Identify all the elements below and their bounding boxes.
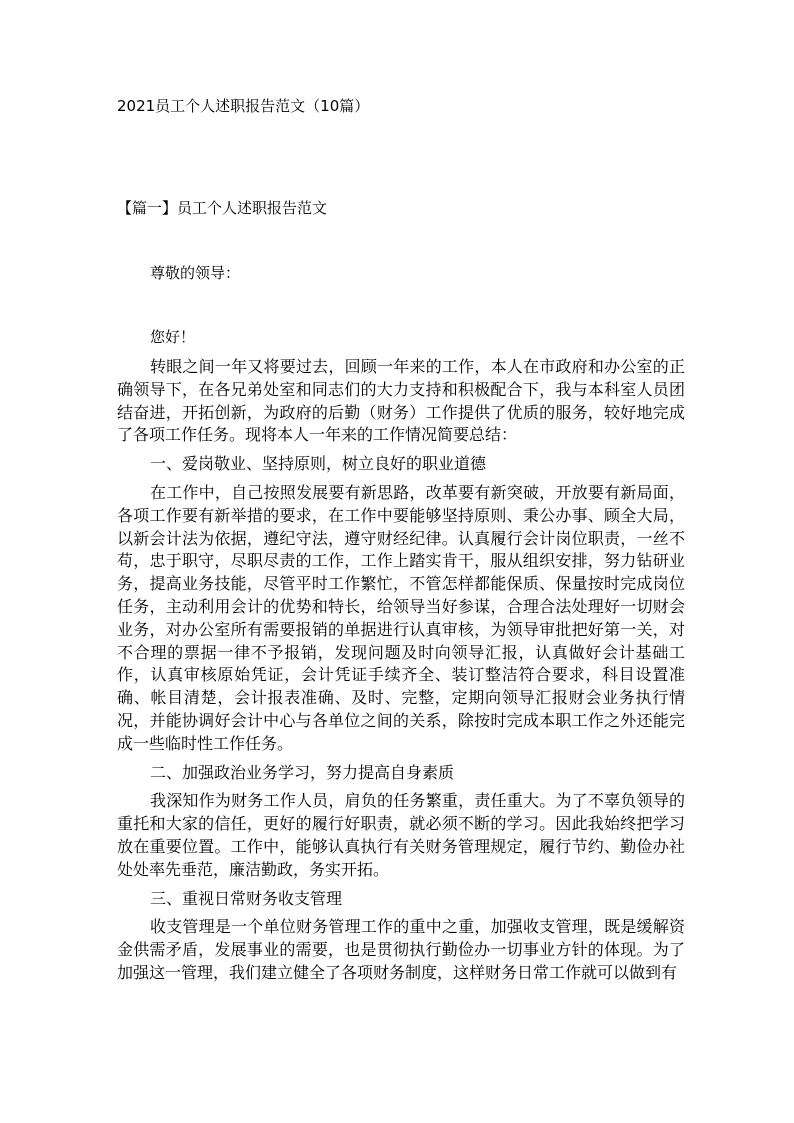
greeting: 您好！	[150, 328, 196, 346]
paragraph-2: 我深知作为财务工作人员，肩负的任务繁重，责任重大。为了不辜负领导的重托和大家的信任，更好的履行好职责，就必须不断的学习。因此我始终把学习放在重要位置。工作中，能够认真执行有关财务管理规定，履行节约、勤俭办社处处率先垂范，廉洁勤政，务实开拓。	[117, 791, 685, 879]
paragraph-intro: 转眼之间一年又将要过去，回顾一年来的工作，本人在市政府和办公室的正确领导下，在各兄弟处室和同志们的大力支持和积极配合下，我与本科室人员团结奋进，开拓创新，为政府的后勤（财务）工作提供了优质的服务，较好地完成了各项工作任务。现将本人一年来的工作情况简要总结：	[117, 357, 685, 445]
heading-3: 三、重视日常财务收支管理	[150, 888, 343, 908]
document-body	[117, 356, 685, 985]
paragraph-1: 在工作中，自己按照发展要有新思路，改革要有新突破，开放要有新局面，各项工作要有新举措的要求，在工作中要能够坚持原则、秉公办事、顾全大局，以新会计法为依据，遵纪守法，遵守财经纪律。认真履行会计岗位职责，一丝不苟，忠于职守，尽职尽责的工作，工作上踏实肯干，服从组织安排，努力钻研业务，提高业务技能，尽管平时工作繁忙，不管怎样都能保质、保量按时完成岗位任务，主动利用会计的优势和特长，给领导当好参谋，合理合法处理好一切财会业务，对办公室所有需要报销的单据进行认真审核，为领导审批把好第一关，对不合理的票据一律不予报销，发现问题及时向领导汇报，认真做好会计基础工作，认真审核原始凭证，会计凭证手续齐全、装订整洁符合要求，科目设置准确、帐目清楚，会计报表准确、及时、完整，定期向领导汇报财会业务执行情况，并能协调好会计中心与各单位之间的关系，除按时完成本职工作之外还能完成一些临时性工作任务。	[117, 482, 685, 753]
salutation: 尊敬的领导：	[150, 264, 241, 282]
document-title: 2021员工个人述职报告范文（10篇）	[117, 97, 370, 115]
heading-1: 一、爱岗敬业、坚持原则，树立良好的职业道德	[150, 454, 487, 474]
heading-2: 二、加强政治业务学习，努力提高自身素质	[150, 762, 455, 782]
section-title: 【篇一】员工个人述职报告范文	[117, 199, 328, 217]
paragraph-3: 收支管理是一个单位财务管理工作的重中之重，加强收支管理，既是缓解资金供需矛盾，发展事业的需要，也是贯彻执行勤俭办一切事业方针的体现。为了加强这一管理，我们建立健全了各项财务制度，这样财务日常工作就可以做到有	[117, 917, 685, 982]
